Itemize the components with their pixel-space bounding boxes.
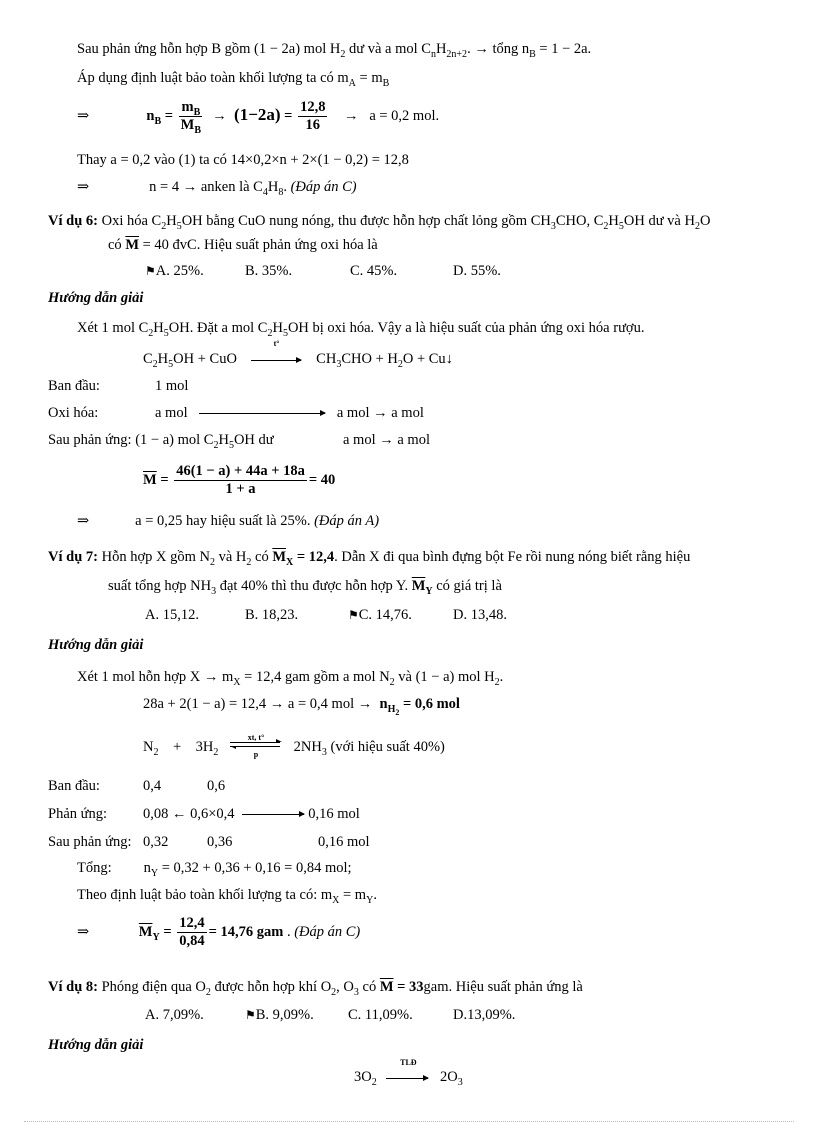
flag-icon: ⚑ bbox=[145, 264, 156, 278]
text-line: Xét 1 mol hỗn hợp $X \to m_X = 12,4$ gam gồm a mol $N_2$ và (1 − a) mol $H_2$. bbox=[77, 669, 504, 688]
formula-line: $\overline{M}$ = $\frac{46(1 - a) + 44a + 18a}{1 + a}$ = 40 bbox=[143, 463, 336, 498]
text-line: ⇒ n = 4 → anken là $C_4H_8$. (Đáp án C) bbox=[77, 179, 357, 198]
flag-icon: ⚑ bbox=[348, 608, 359, 622]
question-6: Ví dụ 6: Oxi hóa $C_2H_5OH$ bằng CuO nung nóng, thu được hỗn hợp chất lỏng gồm $CH_3CHO$, $C_2H_5OH$ dư và $H_2O$ bbox=[48, 213, 711, 232]
fraction: $\frac{12,8}{16}$ bbox=[300, 99, 326, 134]
formula-line: ⇒ $n_B$ = $\frac{m_B}{M_B}$ → (1−2a) = $\frac{12,8}{16}$ → a = 0,2 mol. bbox=[77, 99, 440, 137]
options-7: A. 15,12. B. 18,23. ⚑C. 14,76. D. 13,48. bbox=[145, 607, 507, 623]
options-6: ⚑A. 25%. B. 35%. C. 45%. D. 55%. bbox=[145, 263, 501, 279]
text-line: Phản ứng: bbox=[48, 806, 108, 822]
equation: $C_2H_5OH$ + CuO t° $CH_3CHO + H_2O$ + Cu↓ bbox=[143, 338, 453, 370]
text-line: có $\overline{M} = 40$ đvC. Hiệu suất phản ứng oxi hóa là bbox=[108, 237, 378, 253]
text-line: Ban đầu: bbox=[48, 378, 100, 394]
text-line: Áp dụng định luật bảo toàn khối lượng ta có $m_A = m_B$ bbox=[77, 70, 390, 89]
text-line: Theo định luật bảo toàn khối lượng ta có: $m_X = m_Y$. bbox=[77, 887, 377, 906]
question-8: Ví dụ 8: Phóng điện qua $O_2$ được hỗn hợp khí $O_2$, $O_3$ có $\overline{M} = 33gam$. Hiệu suất phản ứng là bbox=[48, 979, 583, 998]
solution-heading: Hướng dẫn giải bbox=[48, 637, 144, 653]
text-line: Ban đầu: bbox=[48, 778, 100, 794]
fraction: $\frac{46(1 - a) + 44a + 18a}{1 + a}$ bbox=[176, 463, 305, 498]
text-line: Sau phản ứng: bbox=[48, 834, 132, 850]
text-line: Thay a = 0,2 vào (1) ta có 14×0,2×n + 2×(1 − 0,2) = 12,8 bbox=[77, 152, 409, 168]
fraction: $\frac{m_B}{M_B}$ bbox=[180, 99, 202, 137]
text-line: Xét 1 mol $C_2H_5OH$. Đặt a mol $C_2H_5OH$ bị oxi hóa. Vậy a là hiệu suất của phản ứng oxi hóa rượu. bbox=[77, 320, 645, 339]
text-line: Tổng: $n_Y = 0,32 + 0,36 + 0,16 = 0,84$ mol; bbox=[77, 860, 352, 879]
text-line: Sau phản ứng: (1 − a) mol $C_2H_5OH$ dư bbox=[48, 432, 274, 451]
page-bottom-rule bbox=[24, 1121, 794, 1122]
text-line: Sau phản ứng hỗn hợp B gồm (1 − 2a) mol $H_2$ dư và a mol $C_nH_{2n+2}$. → tổng $n_B = 1 - 2a$. bbox=[77, 41, 592, 60]
equation: $N_2$ + $3H_2$ xt, t° p $2NH_3$ (với hiệu suất 40%) bbox=[143, 732, 445, 759]
equation: $3O_2$ TLĐ $2O_3$ bbox=[354, 1057, 463, 1088]
question-7: Ví dụ 7: Hỗn hợp X gồm $N_2$ và $H_2$ có $\overline{M}_X = 12,4$. Dẫn X đi qua bình đựng bột Fe rồi nung nóng biết rằng hiệu bbox=[48, 549, 691, 568]
text-line: Oxi hóa: bbox=[48, 405, 99, 421]
solution-heading: Hướng dẫn giải bbox=[48, 290, 144, 306]
flag-icon: ⚑ bbox=[245, 1008, 256, 1022]
solution-heading: Hướng dẫn giải bbox=[48, 1037, 144, 1053]
text-line: 28a + 2(1 − a) = 12,4 → a = 0,4 mol → $n_{H_2} = 0,6$ mol bbox=[143, 696, 460, 717]
formula-line: ⇒ $\overline{M}_Y$ = $\frac{12,4}{0,84}$ = 14,76 gam . (Đáp án C) bbox=[77, 915, 361, 950]
text-line: suất tổng hợp $NH_3$ đạt 40% thì thu được hỗn hợp Y. $\overline{M}_Y$ có giá trị là bbox=[108, 578, 502, 597]
options-8: A. 7,09%. ⚑B. 9,09%. C. 11,09%. D.13,09%. bbox=[145, 1007, 516, 1023]
text-line: ⇒ a = 0,25 hay hiệu suất là 25%. (Đáp án A) bbox=[77, 513, 380, 529]
fraction: $\frac{12,4}{0,84}$ bbox=[179, 915, 205, 950]
